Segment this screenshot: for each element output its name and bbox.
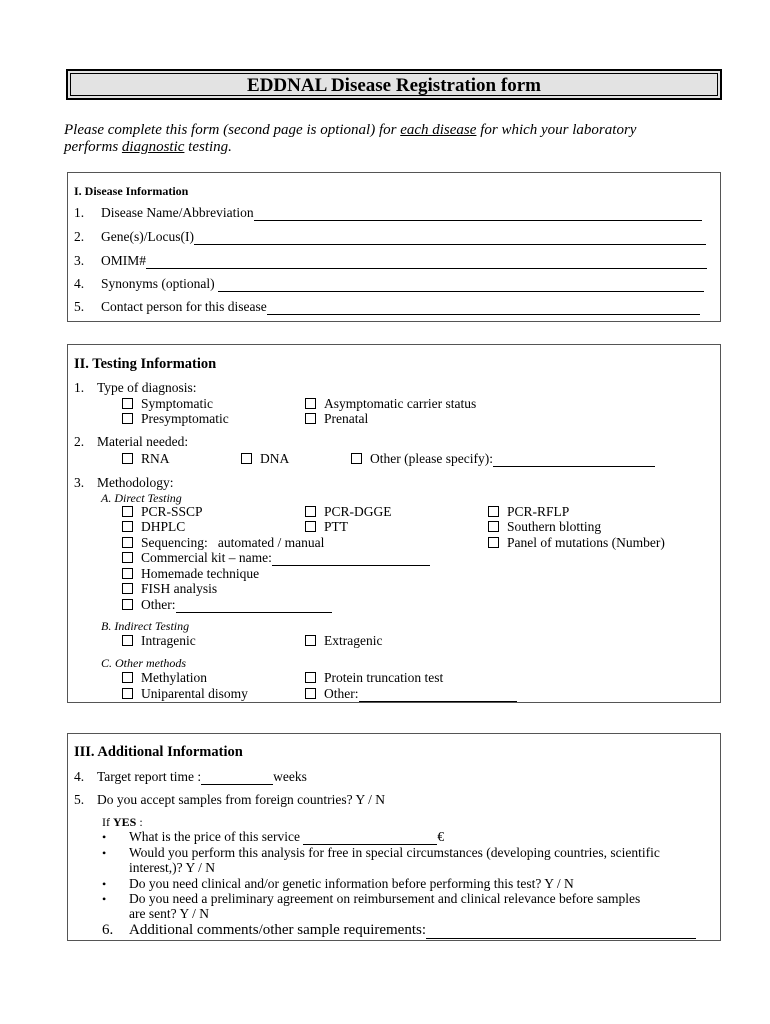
checkbox-icon[interactable] (122, 552, 133, 563)
direct-testing-label: A. Direct Testing (101, 491, 182, 505)
option-label: Other: (324, 686, 359, 701)
checkbox-sequencing[interactable] (122, 535, 324, 551)
euro-symbol: € (437, 829, 445, 844)
checkbox-protein-truncation[interactable] (305, 670, 443, 686)
checkbox-icon[interactable] (305, 398, 316, 409)
option-label: Intragenic (141, 633, 196, 648)
disease-name-field[interactable] (101, 205, 702, 221)
disease-name-line[interactable] (254, 207, 702, 221)
option-label: Panel of mutations (Number) (507, 535, 665, 550)
option-label: Sequencing: automated / manual (141, 535, 325, 550)
option-label: PCR-DGGE (324, 504, 392, 519)
checkbox-icon[interactable] (122, 537, 133, 548)
preliminary-agreement-line1: Do you need a preliminary agreement on reimbursement and clinical relevance before samples (129, 891, 641, 906)
section3-heading: III. Additional Information (74, 744, 243, 760)
option-label: RNA (141, 451, 170, 466)
foreign-samples-question: Do you accept samples from foreign countries? Y / N (97, 792, 386, 807)
contact-field[interactable] (101, 299, 700, 315)
option-label: Symptomatic (141, 396, 213, 411)
item-number: 4. (74, 276, 85, 291)
checkbox-presymptomatic[interactable] (122, 411, 229, 427)
checkbox-commercial-kit[interactable] (122, 550, 430, 566)
colon-text: : (136, 815, 143, 829)
checkbox-icon[interactable] (488, 537, 499, 548)
checkbox-homemade-technique[interactable] (122, 566, 259, 582)
option-label: Extragenic (324, 633, 383, 648)
option-label: Asymptomatic carrier status (324, 396, 477, 411)
report-time-line[interactable] (201, 771, 273, 785)
section-additional-information (67, 733, 721, 941)
option-label: PTT (324, 519, 349, 534)
omim-field[interactable] (101, 253, 707, 269)
comments-number: 6. (102, 922, 114, 938)
intro-text (64, 122, 724, 156)
checkbox-other-material[interactable] (351, 451, 655, 467)
bullet-4: • (102, 892, 107, 906)
methodology-number: 3. (74, 475, 85, 490)
gene-row (74, 229, 84, 245)
checkbox-other-methods[interactable] (305, 686, 517, 702)
option-label: Other (please specify): (370, 451, 493, 466)
section-testing-information (67, 344, 721, 703)
option-label: Prenatal (324, 411, 369, 426)
checkbox-asymptomatic-carrier[interactable] (305, 396, 476, 412)
foreign-samples-number: 5. (74, 792, 85, 807)
section2-heading: II. Testing Information (74, 356, 217, 372)
checkbox-icon[interactable] (122, 506, 133, 517)
checkbox-icon[interactable] (488, 521, 499, 532)
item-number: 1. (74, 205, 85, 220)
free-analysis-question-line1: Would you perform this analysis for free in special circumstances (developing countries, scientific (129, 845, 660, 860)
option-label: Other: (141, 597, 176, 612)
other-material-line[interactable] (493, 453, 655, 467)
section-disease-information (67, 172, 721, 322)
synonyms-field[interactable] (101, 276, 704, 292)
option-label: DHPLC (141, 519, 186, 534)
section1-heading: I. Disease Information (74, 184, 189, 198)
gene-label: Gene(s)/Locus(I) (101, 229, 194, 244)
gene-line[interactable] (194, 231, 706, 245)
report-time-label: Target report time : (97, 769, 202, 784)
item-number: 5. (74, 299, 85, 314)
checkbox-dna[interactable] (241, 451, 289, 467)
intro-part1: Please complete this form (second page is optional) for (64, 122, 401, 138)
intro-diagnostic: diagnostic (121, 139, 185, 155)
item-number: 2. (74, 229, 85, 244)
checkbox-icon[interactable] (122, 599, 133, 610)
checkbox-intragenic[interactable] (122, 633, 196, 649)
option-label: Methylation (141, 670, 207, 685)
checkbox-methylation[interactable] (122, 670, 207, 686)
option-label: Commercial kit – name: (141, 550, 272, 565)
omim-label: OMIM# (101, 253, 147, 268)
checkbox-pcr-dgge[interactable] (305, 504, 392, 520)
checkbox-ptt[interactable] (305, 519, 348, 535)
intro-part4: testing. (184, 139, 232, 155)
other-methods-line[interactable] (359, 688, 517, 702)
option-label: Uniparental disomy (141, 686, 248, 701)
report-time-number: 4. (74, 769, 85, 784)
synonyms-row (74, 276, 84, 292)
gene-field[interactable] (101, 229, 706, 245)
checkbox-icon[interactable] (122, 398, 133, 409)
checkbox-icon[interactable] (122, 568, 133, 579)
option-label: Protein truncation test (324, 670, 444, 685)
if-text: If (102, 815, 113, 829)
checkbox-icon[interactable] (122, 521, 133, 532)
disease-name-row (74, 205, 84, 221)
other-direct-line[interactable] (176, 599, 332, 613)
checkbox-other-direct[interactable] (122, 597, 332, 613)
checkbox-pcr-sscp[interactable] (122, 504, 203, 520)
option-label: Homemade technique (141, 566, 260, 581)
checkbox-symptomatic[interactable] (122, 396, 213, 412)
bullet-2: • (102, 846, 107, 860)
synonyms-label: Synonyms (optional) (101, 276, 218, 291)
material-label: Material needed: (97, 434, 189, 449)
checkbox-icon[interactable] (305, 635, 316, 646)
omim-row (74, 253, 84, 269)
checkbox-icon[interactable] (122, 453, 133, 464)
bullet-3: • (102, 877, 107, 891)
option-label: DNA (260, 451, 290, 466)
option-label: FISH analysis (141, 581, 218, 596)
bullet-1: • (102, 830, 107, 844)
checkbox-icon[interactable] (305, 672, 316, 683)
synonyms-line[interactable] (218, 278, 704, 292)
option-label: PCR-SSCP (141, 504, 203, 519)
checkbox-icon[interactable] (241, 453, 252, 464)
price-field[interactable] (129, 829, 444, 845)
item-number: 3. (74, 253, 85, 268)
report-time-field[interactable] (97, 769, 307, 785)
clinical-info-question: Do you need clinical and/or genetic information before performing this test? Y / N (129, 876, 574, 891)
weeks-label: weeks (273, 769, 307, 784)
form-title: EDDNAL Disease Registration form (66, 69, 722, 100)
checkbox-uniparental-disomy[interactable] (122, 686, 248, 702)
checkbox-icon[interactable] (122, 583, 133, 594)
option-label: PCR-RFLP (507, 504, 570, 519)
checkbox-icon[interactable] (305, 413, 316, 424)
checkbox-southern-blotting[interactable] (488, 519, 601, 535)
checkbox-icon[interactable] (122, 672, 133, 683)
comments-label: Additional comments/other sample requirements: (129, 922, 427, 938)
diagnosis-type-label: Type of diagnosis: (97, 380, 197, 395)
price-line[interactable] (303, 831, 437, 845)
checkbox-icon[interactable] (305, 506, 316, 517)
intro-part2: for which your laboratory (476, 122, 637, 138)
checkbox-icon[interactable] (351, 453, 362, 464)
indirect-testing-label: B. Indirect Testing (101, 619, 190, 633)
contact-label: Contact person for this disease (101, 299, 267, 314)
contact-line[interactable] (267, 301, 700, 315)
intro-each-disease: each disease (400, 122, 477, 138)
intro-part3: performs (64, 139, 122, 155)
option-label: Southern blotting (507, 519, 602, 534)
checkbox-icon[interactable] (305, 521, 316, 532)
if-yes-label (102, 815, 143, 830)
free-analysis-question-line2: interest,)? Y / N (129, 860, 215, 875)
diagnosis-type-number: 1. (74, 380, 85, 395)
checkbox-icon[interactable] (122, 413, 133, 424)
material-number: 2. (74, 434, 85, 449)
checkbox-icon[interactable] (122, 635, 133, 646)
checkbox-rna[interactable] (122, 451, 170, 467)
yes-text: YES (113, 815, 137, 829)
price-label: What is the price of this service (129, 829, 304, 844)
checkbox-icon[interactable] (305, 688, 316, 699)
checkbox-extragenic[interactable] (305, 633, 382, 649)
disease-name-label: Disease Name/Abbreviation (101, 205, 254, 220)
other-methods-label: C. Other methods (101, 656, 186, 670)
checkbox-panel-of-mutations[interactable] (488, 535, 665, 551)
checkbox-icon[interactable] (122, 688, 133, 699)
option-label: Presymptomatic (141, 411, 229, 426)
checkbox-pcr-rflp[interactable] (488, 504, 569, 520)
checkbox-icon[interactable] (488, 506, 499, 517)
comments-line[interactable] (426, 924, 696, 939)
methodology-label: Methodology: (97, 475, 174, 490)
preliminary-agreement-line2: are sent? Y / N (129, 906, 209, 921)
checkbox-fish-analysis[interactable] (122, 581, 217, 597)
checkbox-prenatal[interactable] (305, 411, 368, 427)
omim-line[interactable] (146, 255, 707, 269)
checkbox-dhplc[interactable] (122, 519, 185, 535)
contact-row (74, 299, 84, 315)
commercial-kit-line[interactable] (272, 552, 430, 566)
comments-field[interactable] (129, 922, 696, 939)
